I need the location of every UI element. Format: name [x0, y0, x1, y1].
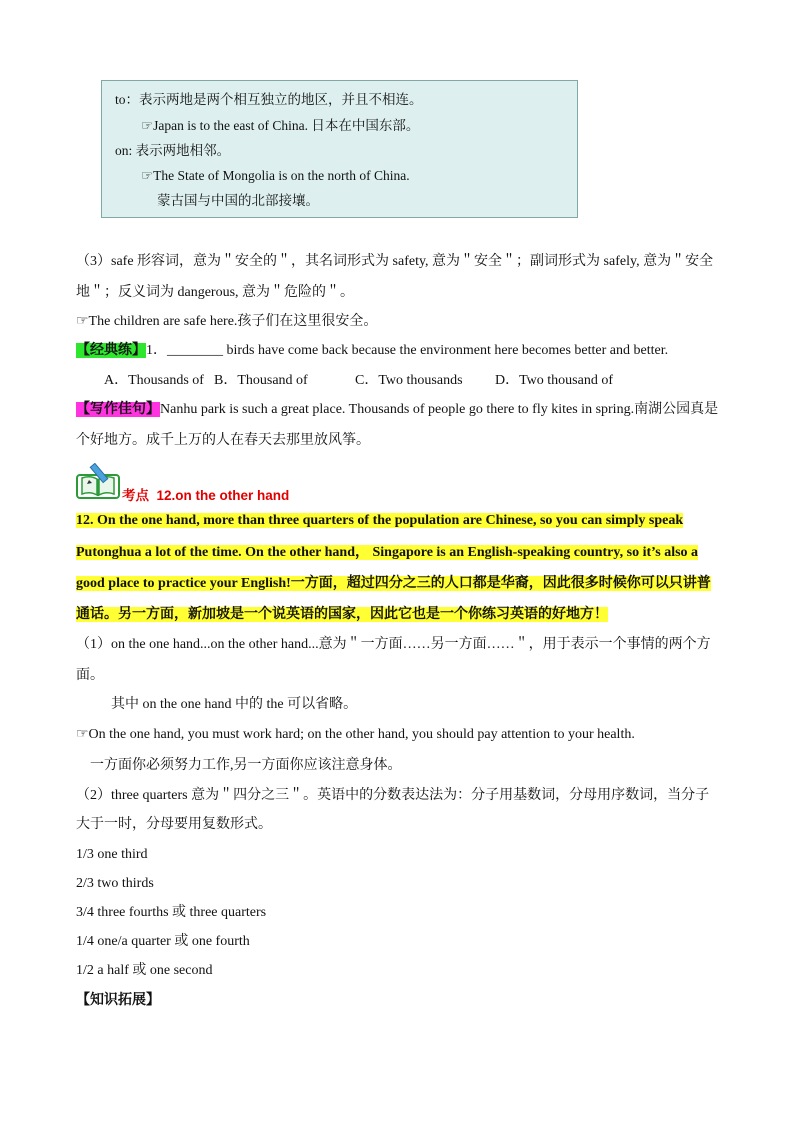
writing-line	[76, 400, 718, 420]
note2-paragraph: 大于一时，分母要用复数形式。	[76, 817, 272, 832]
note1-example-translation: 一方面你必须努力工作,另一方面你应该注意身体。	[90, 758, 402, 773]
writing-text: Nanhu park is such a great place. Thousands of people go there to fly kites in spring.南湖公园真是	[160, 402, 719, 417]
extension-heading: 【知识拓展】	[76, 993, 160, 1008]
highlight-text: 通话。另一方面，新加坡是一个说英语的国家，因此它也是一个你练习英语的好地方！	[76, 607, 608, 622]
box-line: 蒙古国与中国的北部接壤。	[157, 193, 319, 208]
box-line: ☞Japan is to the east of China. 日本在中国东部。	[141, 118, 420, 133]
safe-example: ☞The children are safe here.孩子们在这里很安全。	[76, 314, 378, 329]
writing-line: 个好地方。成千上万的人在春天去那里放风筝。	[76, 433, 370, 448]
notebook-pencil-icon	[76, 463, 120, 499]
question-text: 1．________ birds have come back because the environment here becomes better and better.	[146, 343, 669, 358]
note1-example: ☞On the one hand, you must work hard; on the other hand, you should pay attention to your health.	[76, 727, 635, 742]
note-box	[101, 80, 578, 218]
option-c: C．Two thousands	[355, 373, 463, 388]
highlight-text: good place to practice your English!一方面，超过四分之三的人口都是华裔，因此很多时候你可以只讲普	[76, 576, 711, 591]
fraction-item: 1/3 one third	[76, 847, 148, 862]
writing-tag: 【写作佳句】	[76, 402, 160, 417]
option-a: A．Thousands of	[104, 373, 204, 388]
fraction-item: 2/3 two thirds	[76, 876, 154, 891]
note1-paragraph: 其中 on the one hand 中的 the 可以省略。	[111, 697, 358, 712]
key-sentence-line	[76, 543, 698, 563]
fraction-item: 1/4 one/a quarter 或 one fourth	[76, 934, 250, 949]
practice-tag: 【经典练】	[76, 343, 146, 358]
fraction-item: 1/2 a half 或 one second	[76, 963, 213, 978]
option-b: B．Thousand of	[214, 373, 308, 388]
note1-paragraph: 面。	[76, 668, 104, 683]
key-sentence-line	[76, 574, 711, 594]
fraction-item: 3/4 three fourths 或 three quarters	[76, 905, 267, 920]
option-d: D．Two thousand of	[495, 373, 614, 388]
kaodian-label: 考点	[122, 488, 149, 503]
box-line: to：表示两地是两个相互独立的地区，并且不相连。	[115, 92, 423, 107]
highlight-text: Putonghua a lot of the time. On the other hand， Singapore is an English-speaking country, so it’s also a	[76, 545, 699, 560]
box-line: on: 表示两地相邻。	[115, 143, 231, 158]
practice-question	[76, 341, 668, 361]
note1-paragraph: （1）on the one hand...on the other hand...意为＂一方面……另一方面……＂，用于表示一个事情的两个方	[76, 637, 711, 652]
key-sentence-line	[76, 511, 683, 531]
note2-paragraph: （2）three quarters 意为＂四分之三＂。英语中的分数表达法为：分子用基数词，分母用序数词，当分子	[76, 788, 710, 803]
kaodian-heading	[122, 484, 289, 504]
safe-paragraph: （3）safe 形容词，意为＂安全的＂，其名词形式为 safety, 意为＂安全＂；副词形式为 safely, 意为＂安全	[76, 254, 714, 269]
highlight-text: 12. On the one hand, more than three quarters of the population are Chinese, so you can simply speak	[76, 513, 684, 528]
box-line: ☞The State of Mongolia is on the north of China.	[141, 168, 410, 183]
safe-paragraph: 地＂；反义词为 dangerous, 意为＂危险的＂。	[76, 285, 355, 300]
kaodian-title: 12.on the other hand	[156, 488, 290, 503]
key-sentence-line	[76, 605, 608, 625]
